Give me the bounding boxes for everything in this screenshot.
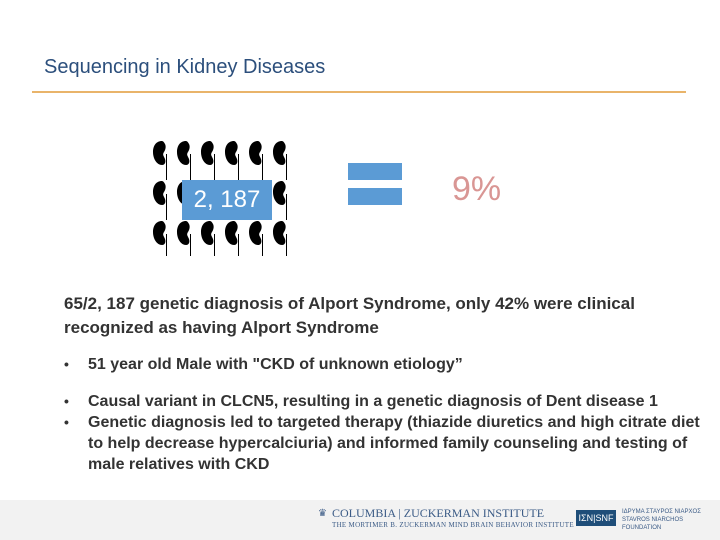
slide-title: Sequencing in Kidney Diseases [44, 56, 326, 78]
ureter-line [190, 154, 191, 180]
columbia-logo-main: COLUMBIA | ZUCKERMAN INSTITUTE [332, 506, 545, 520]
percent-value: 9% [452, 170, 502, 208]
columbia-logo-sub: THE MORTIMER B. ZUCKERMAN MIND BRAIN BEHAVIOR INSTITUTE [332, 521, 574, 529]
bullet-text: 51 year old Male with "CKD of unknown etiology” [88, 356, 463, 373]
ureter-line [214, 234, 215, 256]
summary-text: 65/2, 187 genetic diagnosis of Alport Syndrome, only 42% were clinical recognized as having Alport Syndrome [64, 294, 635, 337]
foundation-logo-text: ΙΔΡΥΜΑ ΣΤΑΥΡΟΣ ΝΙΑΡΧΟΣ STAVROS NIARCHOS FOUNDATION [622, 509, 701, 531]
ureter-line [286, 234, 287, 256]
kidney-icon [152, 140, 172, 166]
isnf-logo: IΣN|SNF [576, 510, 616, 526]
ureter-line [238, 234, 239, 256]
bullet-item [64, 412, 704, 475]
kidney-icon [248, 140, 268, 166]
kidney-icon [176, 140, 196, 166]
columbia-logo [332, 506, 574, 529]
ureter-line [286, 194, 287, 220]
bullet-marker: • [64, 356, 69, 372]
bullet-list [64, 354, 704, 475]
kidney-icon [200, 220, 220, 246]
bullet-marker: • [64, 393, 69, 409]
bullet-item [64, 391, 704, 412]
count-box: 2, 187 [182, 180, 272, 220]
kidney-icon [152, 180, 172, 206]
ureter-line [190, 234, 191, 256]
kidney-icon [272, 140, 292, 166]
ureter-line [166, 154, 167, 180]
equals-sign-top [348, 163, 402, 180]
kidney-icon [200, 140, 220, 166]
crown-icon: ♛ [318, 508, 327, 519]
kidney-icon [176, 220, 196, 246]
kidney-icon [152, 220, 172, 246]
ureter-line [262, 234, 263, 256]
kidney-icon [272, 180, 292, 206]
kidney-icon [272, 220, 292, 246]
bullet-text: Genetic diagnosis led to targeted therapy (thiazide diuretics and high citrate diet to help decrease hypercalciuria) and informed family counseling and testing of male relatives with CKD [88, 414, 700, 473]
bullet-marker: • [64, 414, 69, 430]
kidney-icon [248, 220, 268, 246]
kidney-icon [224, 140, 244, 166]
kidney-icon [224, 220, 244, 246]
ureter-line [166, 234, 167, 256]
ureter-line [214, 154, 215, 180]
bullet-text: Causal variant in CLCN5, resulting in a genetic diagnosis of Dent disease 1 [88, 393, 658, 410]
bullet-item [64, 354, 704, 375]
ureter-line [286, 154, 287, 180]
ureter-line [166, 194, 167, 220]
equals-sign-bottom [348, 188, 402, 205]
title-rule [32, 91, 686, 93]
ureter-line [262, 154, 263, 180]
ureter-line [238, 154, 239, 180]
